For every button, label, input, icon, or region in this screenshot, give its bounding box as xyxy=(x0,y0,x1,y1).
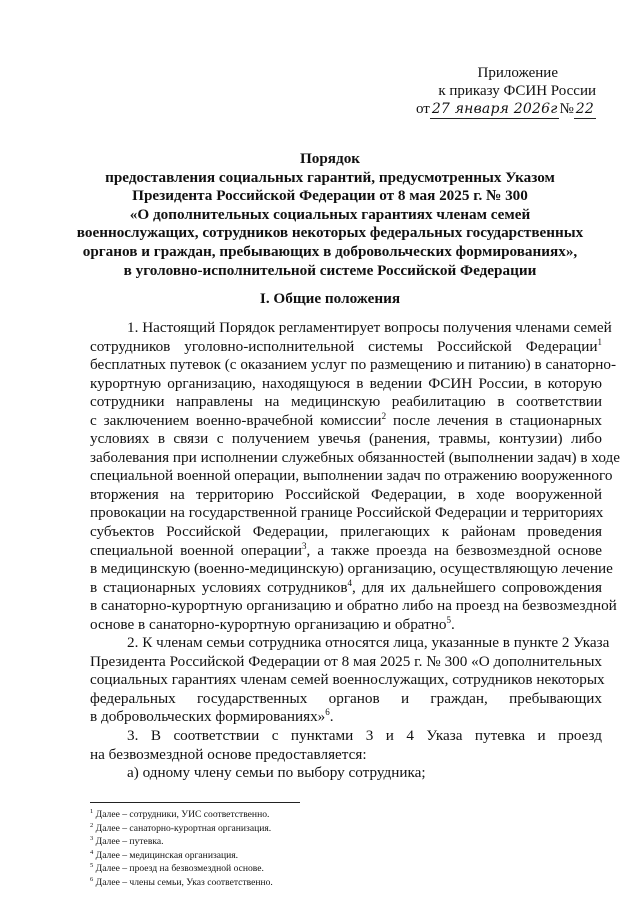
body-text: сотрудников уголовно-исполнительной системы Российской Федерации xyxy=(90,337,598,355)
footnote-text: Далее – путевка. xyxy=(93,836,164,848)
body-line: 3. В соответствии с пунктами 3 и 4 Указа путевка и проезд xyxy=(127,727,602,745)
appendix-number-sign: № xyxy=(559,101,574,117)
footnote-text: Далее – проезд на безвозмездной основе. xyxy=(93,863,264,875)
body-line xyxy=(90,412,602,431)
body-line: федеральных государственных органов и граждан, пребывающих xyxy=(90,689,602,707)
body-line: курортную организацию, находящуюся в ведении ФСИН России, в которую xyxy=(90,374,602,392)
footnote-item xyxy=(90,808,490,822)
body-line xyxy=(90,708,602,727)
handwritten-date: 27 января 2026г xyxy=(431,101,558,117)
appendix-label: Приложение xyxy=(477,65,558,81)
body-text: после лечения в стационарных xyxy=(386,411,602,429)
body-text: , для их дальнейшего сопровождения xyxy=(352,578,602,596)
body-line: сотрудники направлены на медицинскую реабилитацию в соответствии xyxy=(90,393,602,411)
section-heading: I. Общие положения xyxy=(259,290,401,307)
title-line: в уголовно-исполнительной системе Российской Федерации xyxy=(123,261,537,279)
body-line: в санаторно-курортную организацию и обратно либо на проезд на безвозмездной xyxy=(90,597,617,615)
body-line xyxy=(90,338,602,357)
footnote-number: 5 xyxy=(90,862,94,870)
document-body xyxy=(90,319,621,783)
appendix-date-line xyxy=(396,100,596,119)
title-line: военнослужащих, сотрудников некоторых федеральных государственных xyxy=(76,224,584,242)
title-line: органов и граждан, пребывающих в добровольческих формированиях», xyxy=(82,242,578,260)
footnote-text: Далее – сотрудники, УИС соответственно. xyxy=(93,809,270,820)
body-text: специальной военной операции xyxy=(90,541,303,559)
handwritten-number: 22 xyxy=(575,101,594,117)
title-line: Президента Российской Федерации от 8 мая 2025 г. № 300 xyxy=(132,187,528,205)
footnote-item xyxy=(90,876,490,890)
footnote-item xyxy=(90,862,490,876)
body-line: социальных гарантиях членам семей военнослужащих, сотрудников некоторых xyxy=(90,671,605,689)
document-title xyxy=(70,150,590,280)
body-line xyxy=(90,579,602,598)
footnote-number: 6 xyxy=(90,875,94,883)
title-line: предоставления социальных гарантий, предусмотренных Указом xyxy=(105,168,555,186)
appendix-order-ref: к приказу ФСИН России xyxy=(438,83,596,99)
footnote-item xyxy=(90,822,490,836)
footnote-separator xyxy=(90,802,300,803)
footnote-ref: 3 xyxy=(302,540,307,551)
body-line: а) одному члену семьи по выбору сотрудника; xyxy=(127,764,426,782)
appendix-from-prefix: от xyxy=(415,101,430,117)
body-line xyxy=(90,616,602,635)
footnote-number: 4 xyxy=(90,848,94,856)
footnotes xyxy=(90,808,490,890)
footnote-number: 2 xyxy=(90,821,94,829)
footnote-text: Далее – медицинская организация. xyxy=(93,849,239,861)
body-line: 2. К членам семьи сотрудника относятся лица, указанные в пункте 2 Указа xyxy=(127,634,610,652)
body-line: вторжения на территорию Российской Федерации, в ходе вооруженной xyxy=(90,485,602,503)
body-text: . xyxy=(451,615,455,633)
body-text: , а также проезда на безвозмездной основе xyxy=(306,541,603,559)
body-line: бесплатных путевок (с оказанием услуг по размещению и питанию) в санаторно- xyxy=(90,356,617,374)
body-line xyxy=(90,542,602,561)
footnote-item xyxy=(90,849,490,863)
body-line: заболевания при исполнении служебных обязанностей (выполнении задач) в ходе xyxy=(90,448,621,466)
footnote-ref: 6 xyxy=(325,707,330,718)
body-text: с заключением военно-врачебной комиссии xyxy=(90,411,382,429)
body-line: в медицинскую (военно-медицинскую) организацию, осуществляющую лечение xyxy=(90,560,613,578)
body-text: в добровольческих формированиях» xyxy=(90,708,326,726)
appendix-header xyxy=(396,64,596,119)
body-line: провокации на государственной границе Российской Федерации и территориях xyxy=(90,504,604,522)
footnote-number: 3 xyxy=(90,835,94,843)
body-line: Президента Российской Федерации от 8 мая 2025 г. № 300 «О дополнительных xyxy=(90,652,602,670)
body-line: субъектов Российской Федерации, прилегающих к районам проведения xyxy=(90,523,602,541)
footnote-ref: 1 xyxy=(597,336,602,347)
footnote-ref: 4 xyxy=(347,577,352,588)
title-line: «О дополнительных социальных гарантиях членам семей xyxy=(129,205,531,223)
body-text: . xyxy=(329,708,334,726)
body-text: в стационарных условиях сотрудников xyxy=(90,578,348,596)
footnote-text: Далее – санаторно-курортная организация. xyxy=(93,822,272,834)
footnote-ref: 5 xyxy=(446,614,452,625)
footnote-ref: 2 xyxy=(381,410,387,421)
footnote-item xyxy=(90,835,490,849)
footnote-text: Далее – члены семьи, Указ соответственно. xyxy=(93,876,273,888)
title-line: Порядок xyxy=(299,150,361,167)
body-line: специальной военной операции, выполнении задач по отражению вооруженного xyxy=(90,467,613,485)
body-line: 1. Настоящий Порядок регламентирует вопросы получения членами семей xyxy=(127,319,612,336)
footnote-number: 1 xyxy=(90,808,94,815)
body-text: основе в санаторно-курортную организацию и обратно xyxy=(90,615,447,633)
body-line: на безвозмездной основе предоставляется: xyxy=(90,745,367,763)
body-line: условиях в связи с получением увечья (ранения, травмы, контузии) либо xyxy=(90,430,602,448)
